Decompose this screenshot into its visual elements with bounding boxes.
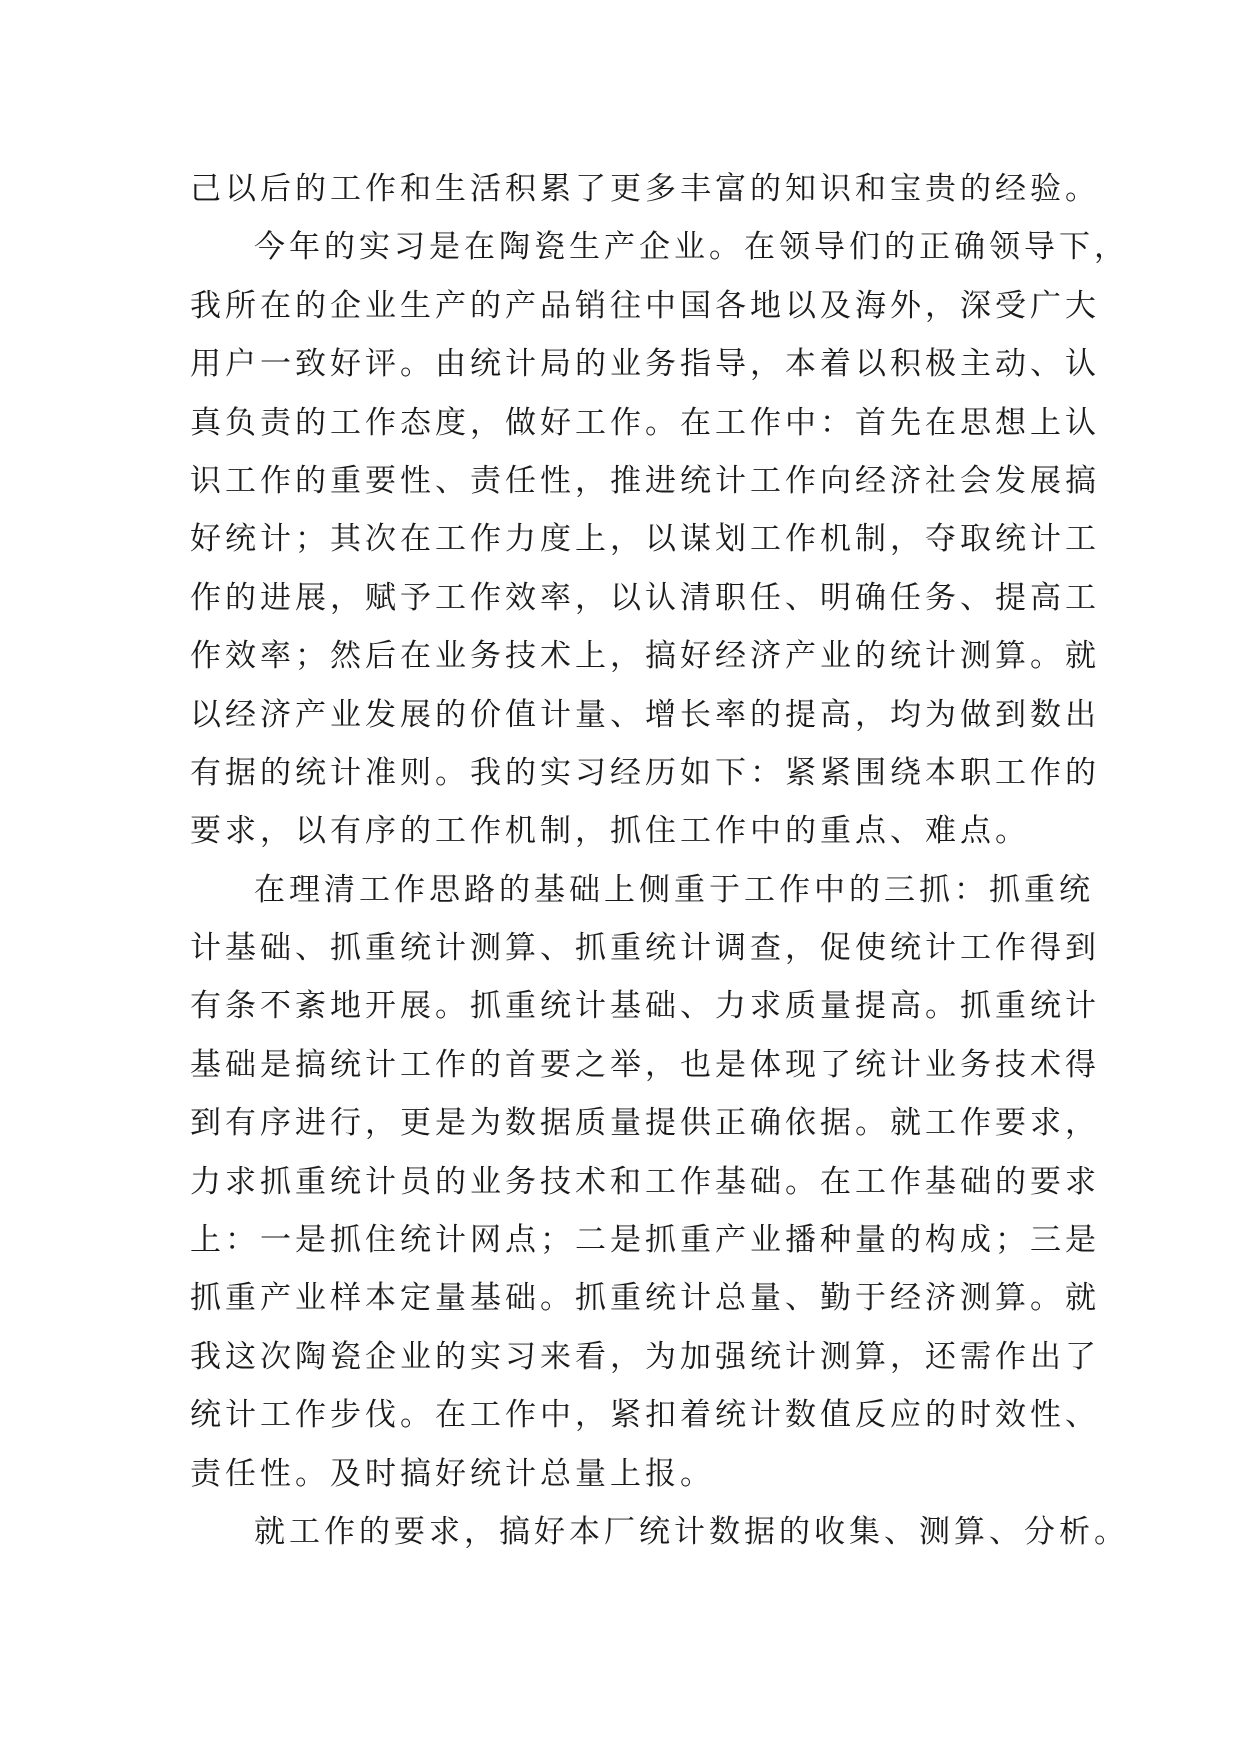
text-line: 有据的统计准则。我的实习经历如下：紧紧围绕本职工作的 — [190, 754, 1100, 791]
text-line: 基础是搞统计工作的首要之举，也是体现了统计业务技术得 — [190, 1046, 1100, 1083]
text-line: 识工作的重要性、责任性，推进统计工作向经济社会发展搞 — [190, 462, 1100, 499]
paragraph-first-line: 在理清工作思路的基础上侧重于工作中的三抓：抓重统 — [254, 871, 1094, 908]
text-line: 计基础、抓重统计测算、抓重统计调查，促使统计工作得到 — [190, 930, 1100, 967]
text-line: 到有序进行，更是为数据质量提供正确依据。就工作要求， — [190, 1105, 1100, 1142]
text-line: 我所在的企业生产的产品销往中国各地以及海外，深受广大 — [190, 287, 1100, 324]
text-line: 力求抓重统计员的业务技术和工作基础。在工作基础的要求 — [190, 1163, 1100, 1200]
text-line: 统计工作步伐。在工作中，紧扣着统计数值反应的时效性、 — [190, 1397, 1100, 1434]
text-line: 以经济产业发展的价值计量、增长率的提高，均为做到数出 — [190, 696, 1100, 733]
document-body — [190, 160, 1129, 1561]
text-line: 好统计；其次在工作力度上，以谋划工作机制，夺取统计工 — [190, 521, 1100, 558]
text-line: 用户一致好评。由统计局的业务指导，本着以积极主动、认 — [190, 346, 1100, 383]
text-line: 我这次陶瓷企业的实习来看，为加强统计测算，还需作出了 — [190, 1338, 1100, 1375]
paragraph-first-line: 今年的实习是在陶瓷生产企业。在领导们的正确领导下， — [254, 229, 1129, 266]
text-line: 责任性。及时搞好统计总量上报。 — [190, 1455, 715, 1492]
text-line: 上：一是抓住统计网点；二是抓重产业播种量的构成；三是 — [190, 1222, 1100, 1259]
text-line: 真负责的工作态度，做好工作。在工作中：首先在思想上认 — [190, 404, 1100, 441]
text-line: 要求，以有序的工作机制，抓住工作中的重点、难点。 — [190, 813, 1030, 850]
text-line: 己以后的工作和生活积累了更多丰富的知识和宝贵的经验。 — [190, 171, 1100, 207]
text-line: 作效率；然后在业务技术上，搞好经济产业的统计测算。就 — [190, 638, 1100, 675]
text-line: 有条不紊地开展。抓重统计基础、力求质量提高。抓重统计 — [190, 988, 1100, 1025]
paragraph-first-line: 就工作的要求，搞好本厂统计数据的收集、测算、分析。 — [254, 1513, 1129, 1550]
text-line: 作的进展，赋予工作效率，以认清职任、明确任务、提高工 — [190, 579, 1100, 616]
text-line: 抓重产业样本定量基础。抓重统计总量、勤于经济测算。就 — [190, 1280, 1100, 1317]
